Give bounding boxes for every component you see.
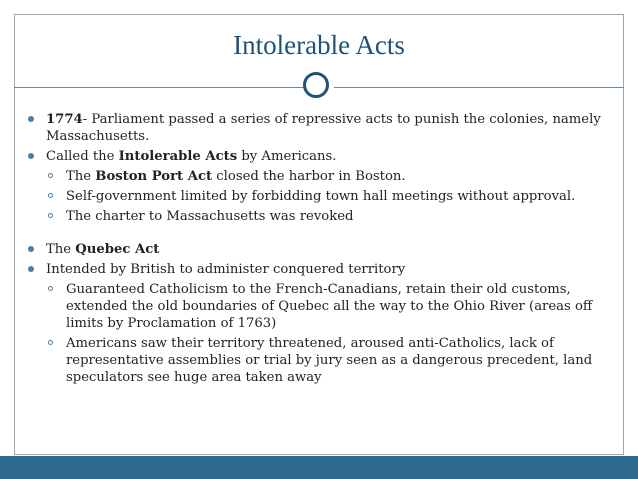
bullet-dot-icon xyxy=(28,266,34,272)
sub-bullet-boston-port-act xyxy=(24,168,614,185)
bullet-1774-text: - Parliament passed a series of repressive acts to punish the colonies, namely Massachusetts. xyxy=(46,112,601,144)
sub-bullet-bold: Boston Port Act xyxy=(95,169,213,184)
bullet-1774-year: 1774 xyxy=(46,112,83,127)
spacer xyxy=(24,228,614,241)
bullet-text: The xyxy=(46,242,76,257)
sub-bullet-circle-icon xyxy=(48,286,53,291)
bullet-bold: Quebec Act xyxy=(75,242,160,257)
bullet-bold: Intolerable Acts xyxy=(118,149,238,164)
bullet-dot-icon xyxy=(28,116,34,122)
sub-bullet-text: Self-government limited by forbidding town hall meetings without approval. xyxy=(66,189,576,204)
sub-bullet-americans xyxy=(24,335,614,386)
sub-bullet-text: closed the harbor in Boston. xyxy=(212,169,406,184)
bullet-list xyxy=(24,111,614,389)
sub-bullet-charter xyxy=(24,208,614,225)
bullet-intolerable-acts xyxy=(24,148,614,165)
bullet-intended xyxy=(24,261,614,278)
bullet-dot-icon xyxy=(28,153,34,159)
bullet-text: Called the xyxy=(46,149,119,164)
title-circle-ornament xyxy=(303,72,329,98)
sub-bullet-text: The xyxy=(66,169,96,184)
sub-bullet-self-government xyxy=(24,188,614,205)
title-rule-left xyxy=(14,87,304,88)
bullet-text: by Americans. xyxy=(237,149,337,164)
title-rule-right xyxy=(334,87,624,88)
bullet-text: Intended by British to administer conquered territory xyxy=(46,262,406,277)
bullet-1774 xyxy=(24,111,614,145)
sub-bullet-text: Americans saw their territory threatened, aroused anti-Catholics, lack of representative assemblies or trial by jury seen as a dangerous precedent, land speculators see huge area taken away xyxy=(66,336,593,385)
sub-bullet-circle-icon xyxy=(48,193,53,198)
sub-bullet-circle-icon xyxy=(48,213,53,218)
bullet-dot-icon xyxy=(28,246,34,252)
sub-bullet-text: Guaranteed Catholicism to the French-Canadians, retain their old customs, extended the old boundaries of Quebec all the way to the Ohio River (areas off limits by Proclamation of 1763) xyxy=(66,282,593,331)
sub-bullet-circle-icon xyxy=(48,173,53,178)
sub-bullet-circle-icon xyxy=(48,340,53,345)
bottom-bar xyxy=(0,456,638,479)
sub-bullet-catholicism xyxy=(24,281,614,332)
bullet-quebec-act xyxy=(24,241,614,258)
sub-bullet-text: The charter to Massachusetts was revoked xyxy=(66,209,354,224)
slide-title: Intolerable Acts xyxy=(233,30,405,60)
